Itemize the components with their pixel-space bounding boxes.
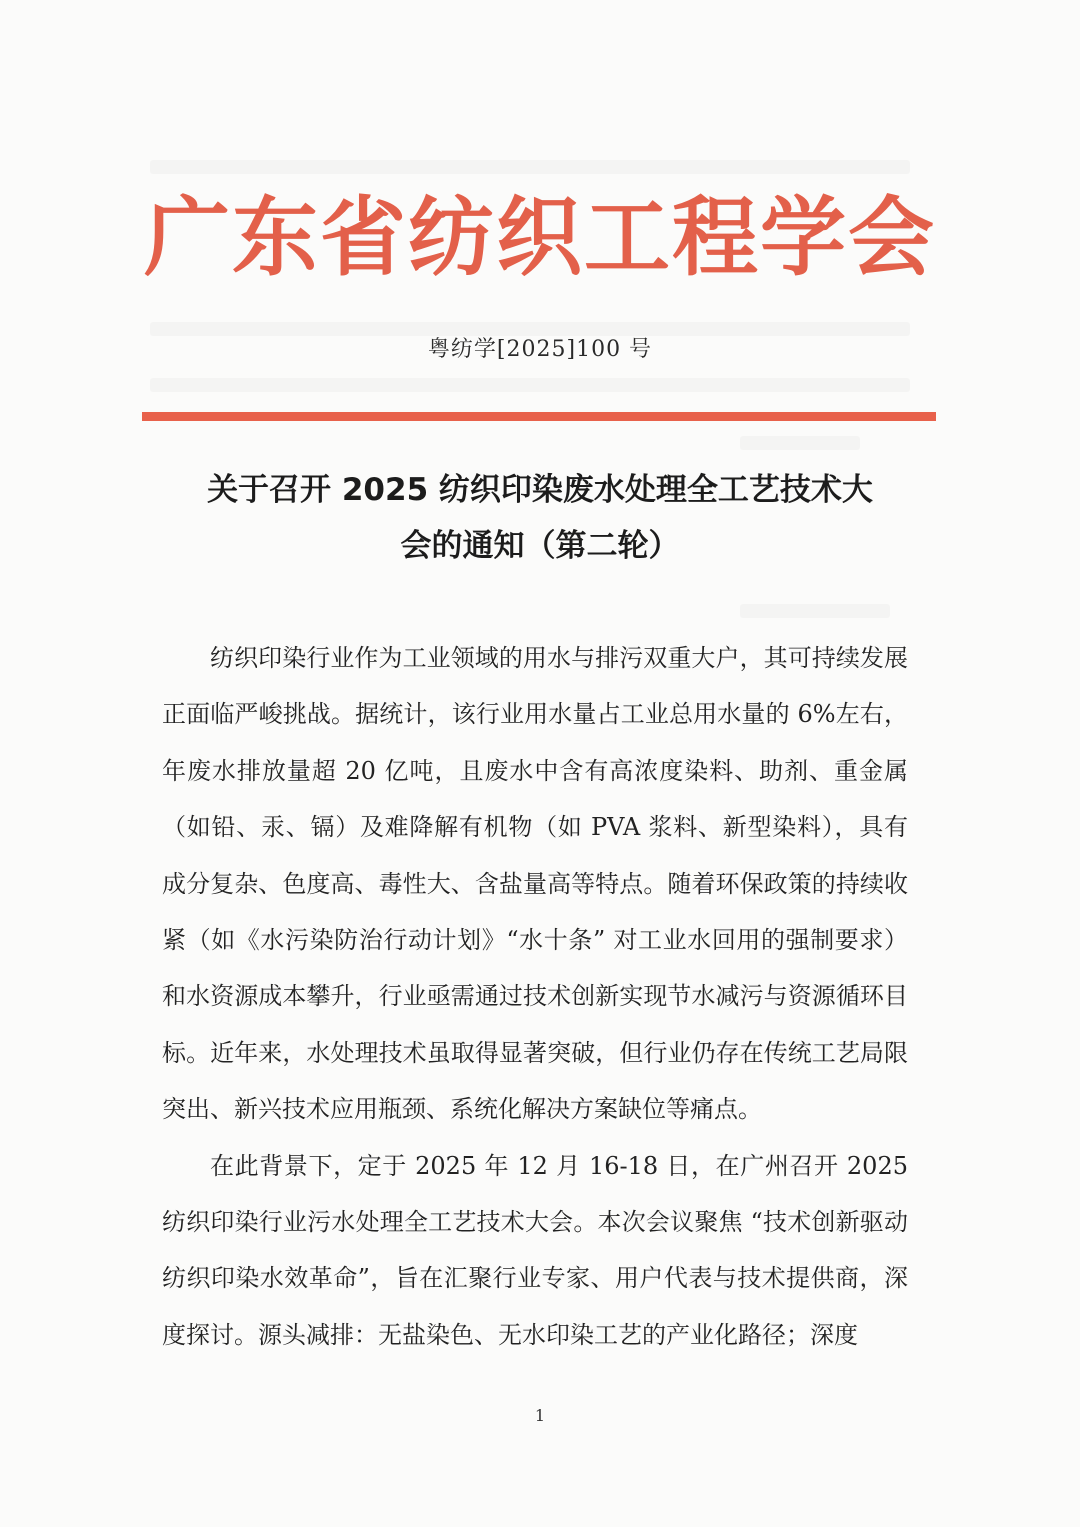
body-paragraph: 在此背景下，定于 2025 年 12 月 16-18 日，在广州召开 2025 纺织印染行业污水处理全工艺技术大会。本次会议聚焦 “技术创新驱动纺织印染水效革命”，旨在汇聚行业专家、用户代表与技术提供商，深度探讨。源头减排：无盐染色、无水印染工艺的产业化路径；深度	[162, 1151, 908, 1349]
letterhead-red-rule	[142, 412, 936, 421]
body-paragraph: 纺织印染行业作为工业领域的用水与排污双重大户，其可持续发展正面临严峻挑战。据统计，该行业用水量占工业总用水量的 6%左右，年废水排放量超 20 亿吨，且废水中含有高浓度染料、助剂、重金属（如铅、汞、镉）及难降解有机物（如 PVA 浆料、新型染料），具有成分复杂、色度高、毒性大、含盐量高等特点。随着环保政策的持续收紧（如《水污染防治行动计划》“水十条” 对工业水回用的强制要求）和水资源成本攀升，行业亟需通过技术创新实现节水减污与资源循环目标。近年来，水处理技术虽取得显著突破，但行业仍存在传统工艺局限突出、新兴技术应用瓶颈、系统化解决方案缺位等痛点。	[162, 644, 908, 1124]
bleed-through-line	[150, 160, 910, 174]
bleed-through-line	[150, 378, 910, 392]
document-title-line2: 会的通知（第二轮）	[400, 528, 680, 564]
bleed-through-line	[740, 604, 890, 618]
document-body	[162, 630, 908, 1363]
page-number: 1	[534, 1406, 546, 1425]
bleed-through-line	[740, 436, 860, 450]
document-title-line1: 关于召开 2025 纺织印染废水处理全工艺技术大	[207, 472, 873, 508]
letterhead-org-name: 广东省纺织工程学会	[144, 187, 936, 288]
document-title	[155, 462, 925, 574]
document-number: 粤纺学[2025]100 号	[427, 337, 653, 362]
